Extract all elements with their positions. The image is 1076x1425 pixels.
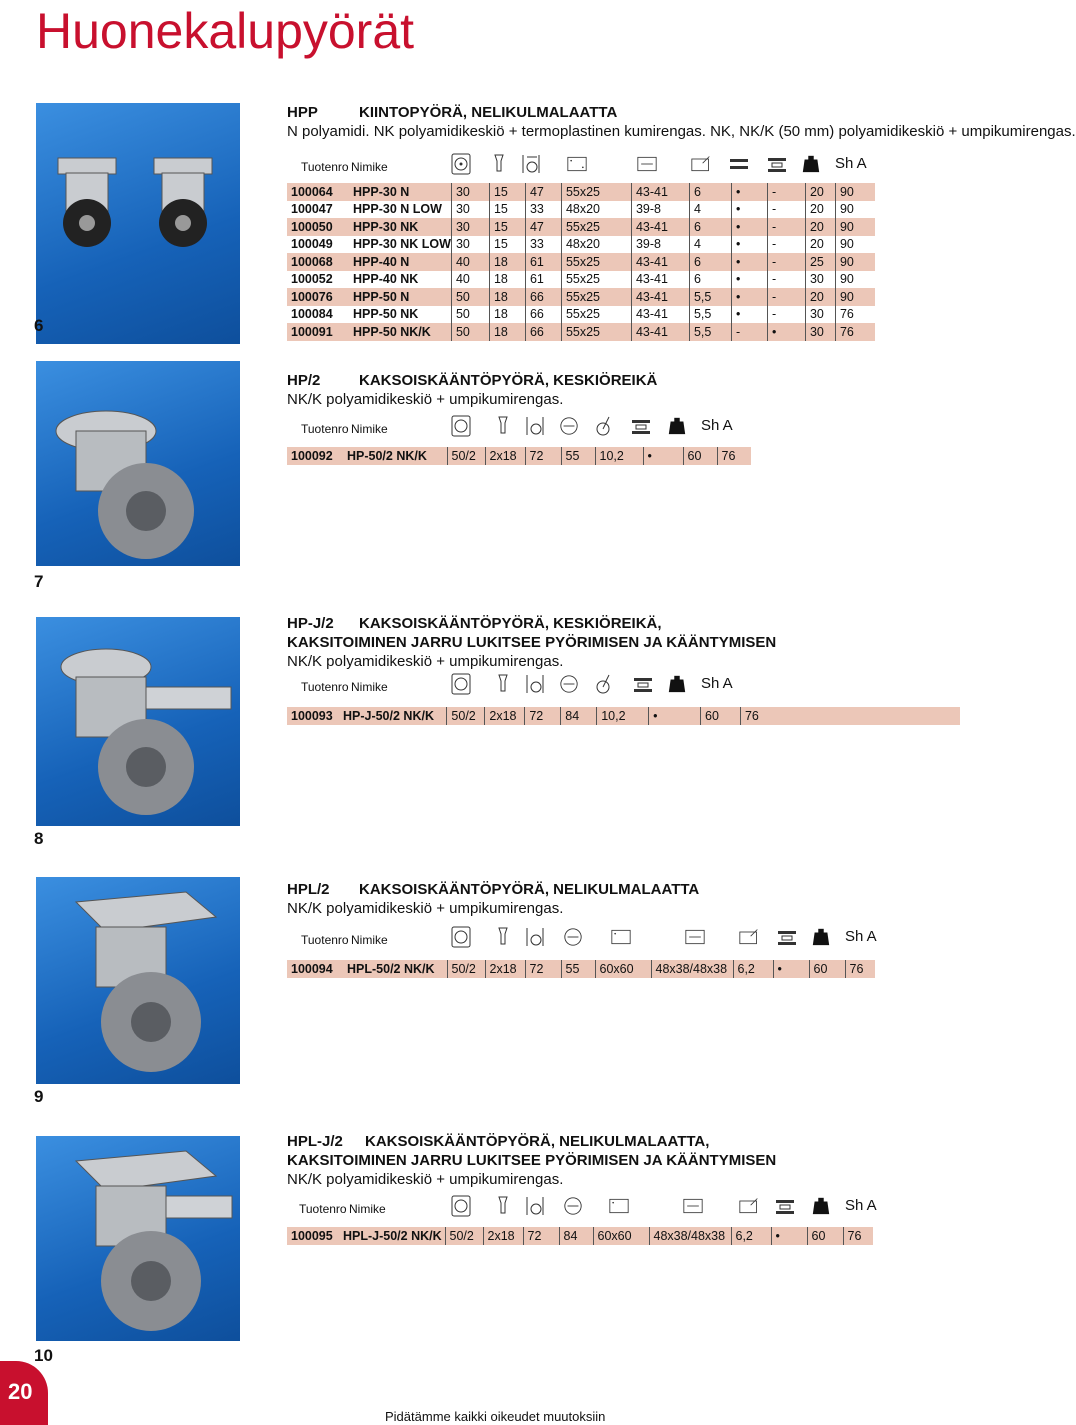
table-cell: 18 (489, 253, 525, 271)
table-cell: 30 (805, 323, 835, 341)
table-cell: 90 (835, 288, 875, 306)
table-cell: 43-41 (631, 271, 689, 289)
wheel-diameter-icon (451, 1195, 471, 1217)
table-cell: 30 (805, 271, 835, 289)
table-cell: 50/2 (447, 960, 485, 978)
load-capacity-icon (667, 415, 687, 437)
product-table (287, 183, 875, 341)
table-cell: • (731, 288, 767, 306)
offset-icon (563, 1195, 583, 1217)
table-cell: 25 (805, 253, 835, 271)
table-cell: 40 (451, 271, 489, 289)
section-description: N polyamidi. NK polyamidikeskiö + termoplastinen kumirengas. NK, NK/K (50 mm) polyamidikeskiö + umpikumirengas. (287, 123, 1076, 140)
product-name: HPP-30 N LOW (349, 201, 451, 219)
icon-header: Tuotenro Nimike Sh A (301, 928, 877, 947)
table-cell: 15 (489, 218, 525, 236)
table-cell: 60 (809, 960, 845, 978)
product-number: 100064 (287, 183, 349, 201)
table-cell: 43-41 (631, 306, 689, 324)
table-row (287, 447, 751, 465)
footer-note: Pidätämme kaikki oikeudet muutoksiin (385, 1409, 606, 1424)
table-cell: 90 (835, 236, 875, 254)
wheel-width-icon (489, 153, 509, 175)
product-number: 100047 (287, 201, 349, 219)
table-row (287, 1227, 873, 1245)
section-description: NK/K polyamidikeskiö + umpikumirengas. (287, 1171, 564, 1188)
product-section-hplj2 (287, 1132, 960, 1245)
table-row (287, 271, 875, 289)
section-number: 9 (34, 1087, 44, 1106)
table-cell: 43-41 (631, 218, 689, 236)
table-cell: 76 (740, 707, 960, 725)
section-heading: HPL/2 KAKSOISKÄÄNTÖPYÖRÄ, NELIKULMALAATTA (287, 881, 700, 898)
table-cell: 55x25 (561, 306, 631, 324)
table-cell: • (643, 447, 683, 465)
offset-icon (563, 926, 583, 948)
table-cell: 72 (525, 447, 561, 465)
section-number: 6 (34, 316, 44, 335)
table-cell: 6 (689, 253, 731, 271)
wheel-width-icon (493, 415, 513, 437)
table-cell: - (767, 218, 805, 236)
table-cell: 60x60 (593, 1227, 649, 1245)
product-number: 100084 (287, 306, 349, 324)
plate-size-icon (609, 1195, 629, 1217)
section-heading: HPP KIINTOPYÖRÄ, NELIKULMALAATTA (287, 104, 618, 121)
table-cell: 33 (525, 201, 561, 219)
load-capacity-icon (801, 153, 821, 175)
product-number: 100049 (287, 236, 349, 254)
product-name: HP-J-50/2 NK/K (339, 707, 447, 725)
wheel-diameter-icon (451, 673, 471, 695)
table-cell: • (649, 707, 701, 725)
table-cell: 18 (489, 306, 525, 324)
bearing-icon (633, 673, 653, 695)
load-capacity-icon (811, 1195, 831, 1217)
table-cell: • (731, 183, 767, 201)
table-cell: - (767, 271, 805, 289)
hole-spacing-icon (637, 153, 657, 175)
bearing-icon (631, 415, 651, 437)
product-name: HPL-50/2 NK/K (343, 960, 447, 978)
table-cell: 18 (489, 323, 525, 341)
table-cell: 90 (835, 271, 875, 289)
table-cell: 72 (525, 707, 561, 725)
table-cell: 66 (525, 288, 561, 306)
product-name: HPP-30 NK LOW (349, 236, 451, 254)
table-cell: 2x18 (485, 447, 525, 465)
wheel-width-icon (493, 926, 513, 948)
table-cell: 6,2 (733, 960, 773, 978)
table-cell: 48x20 (561, 201, 631, 219)
table-cell: 6,2 (731, 1227, 771, 1245)
table-cell: - (767, 183, 805, 201)
bearing-icon (777, 926, 797, 948)
table-cell: 39-8 (631, 201, 689, 219)
table-cell: 6 (689, 271, 731, 289)
table-row (287, 288, 875, 306)
icon-header: Tuotenro Nimike Sh A (299, 1197, 877, 1216)
table-cell: 50 (451, 323, 489, 341)
load-capacity-icon (811, 926, 831, 948)
product-number: 100095 (287, 1227, 339, 1245)
hole-diameter-icon (739, 926, 759, 948)
table-cell: 30 (805, 306, 835, 324)
hole-diameter-icon (691, 153, 711, 175)
table-cell: - (767, 253, 805, 271)
section-heading: HP-J/2 KAKSOISKÄÄNTÖPYÖRÄ, KESKIÖREIKÄ, (287, 615, 662, 632)
table-cell: - (767, 288, 805, 306)
total-height-icon (525, 415, 545, 437)
page-title: Huonekalupyörät (36, 3, 415, 59)
table-cell: 48x20 (561, 236, 631, 254)
table-cell: 90 (835, 218, 875, 236)
product-section-hp2 (287, 371, 960, 465)
offset-icon (559, 673, 579, 695)
table-cell: 43-41 (631, 253, 689, 271)
table-cell: • (731, 306, 767, 324)
product-number: 100091 (287, 323, 349, 341)
table-cell: 18 (489, 288, 525, 306)
product-section-hpl2 (287, 880, 960, 978)
table-row (287, 253, 875, 271)
table-cell: 50 (451, 306, 489, 324)
plate-size-icon (611, 926, 631, 948)
bearing-icon (729, 153, 749, 175)
section-description: NK/K polyamidikeskiö + umpikumirengas. (287, 391, 564, 408)
product-number: 100094 (287, 960, 343, 978)
section-number: 8 (34, 829, 44, 848)
hole-spacing-icon (685, 926, 705, 948)
table-cell: 55x25 (561, 288, 631, 306)
product-section-hpp (287, 103, 1076, 341)
table-cell: 20 (805, 183, 835, 201)
table-cell: - (767, 306, 805, 324)
product-name: HPP-50 NK/K (349, 323, 451, 341)
table-cell: • (731, 218, 767, 236)
table-cell: 48x38/48x38 (649, 1227, 731, 1245)
table-cell: 5,5 (689, 323, 731, 341)
table-cell: 55 (561, 447, 595, 465)
table-cell: 76 (845, 960, 875, 978)
table-cell: 6 (689, 183, 731, 201)
section-heading: HP/2 KAKSOISKÄÄNTÖPYÖRÄ, KESKIÖREIKÄ (287, 372, 658, 389)
table-cell: 4 (689, 236, 731, 254)
section-description: NK/K polyamidikeskiö + umpikumirengas. (287, 900, 564, 917)
total-height-icon (521, 153, 541, 175)
total-height-icon (525, 1195, 545, 1217)
table-cell: 76 (835, 306, 875, 324)
table-cell: 60x60 (595, 960, 651, 978)
offset-icon (559, 415, 579, 437)
table-cell: 40 (451, 253, 489, 271)
hole-spacing-icon (683, 1195, 703, 1217)
product-table (287, 447, 751, 465)
table-cell: 20 (805, 201, 835, 219)
load-capacity-icon (667, 673, 687, 695)
table-cell: 66 (525, 306, 561, 324)
table-cell: 61 (525, 271, 561, 289)
table-cell: • (771, 1227, 807, 1245)
hole-diameter-icon (739, 1195, 759, 1217)
section-heading-2: KAKSITOIMINEN JARRU LUKITSEE PYÖRIMISEN JA KÄÄNTYMISEN (287, 1152, 777, 1169)
product-name: HPP-50 NK (349, 306, 451, 324)
product-name: HPP-30 NK (349, 218, 451, 236)
table-cell: 66 (525, 323, 561, 341)
table-cell: • (767, 323, 805, 341)
table-cell: 84 (561, 707, 597, 725)
section-description: NK/K polyamidikeskiö + umpikumirengas. (287, 653, 564, 670)
product-photo (36, 617, 240, 826)
table-cell: 60 (701, 707, 741, 725)
table-cell: 50/2 (447, 707, 485, 725)
table-cell: 5,5 (689, 306, 731, 324)
table-row (287, 218, 875, 236)
table-cell: 84 (559, 1227, 593, 1245)
table-row (287, 201, 875, 219)
table-row (287, 707, 960, 725)
table-cell: 61 (525, 253, 561, 271)
section-number: 7 (34, 572, 44, 591)
product-number: 100076 (287, 288, 349, 306)
table-cell: • (731, 271, 767, 289)
product-name: HPL-J-50/2 NK/K (339, 1227, 445, 1245)
product-photo (36, 361, 240, 566)
table-cell: 90 (835, 183, 875, 201)
roller-bearing-icon (767, 153, 787, 175)
product-section-hpj2 (287, 614, 960, 725)
table-cell: 50/2 (445, 1227, 483, 1245)
product-table (287, 1227, 873, 1245)
wheel-diameter-icon (451, 926, 471, 948)
product-name: HP-50/2 NK/K (343, 447, 447, 465)
icon-header: Tuotenro Nimike Sh A (301, 675, 733, 694)
table-cell: 50/2 (447, 447, 485, 465)
table-cell: 55x25 (561, 183, 631, 201)
product-number: 100068 (287, 253, 349, 271)
table-cell: 55x25 (561, 253, 631, 271)
table-row (287, 960, 875, 978)
table-cell: 48x38/48x38 (651, 960, 733, 978)
table-cell: 47 (525, 218, 561, 236)
total-height-icon (525, 926, 545, 948)
wheel-width-icon (493, 1195, 513, 1217)
table-cell: 10,2 (597, 707, 649, 725)
swivel-radius-icon (593, 415, 613, 437)
table-cell: 43-41 (631, 288, 689, 306)
table-cell: 2x18 (485, 707, 525, 725)
total-height-icon (525, 673, 545, 695)
table-cell: 55x25 (561, 271, 631, 289)
table-cell: 30 (451, 201, 489, 219)
product-name: HPP-40 N (349, 253, 451, 271)
wheel-width-icon (493, 673, 513, 695)
table-cell: 30 (451, 236, 489, 254)
wheel-diameter-icon (451, 153, 471, 175)
table-cell: • (731, 236, 767, 254)
table-cell: 43-41 (631, 323, 689, 341)
table-row (287, 306, 875, 324)
table-cell: - (767, 236, 805, 254)
table-cell: 2x18 (483, 1227, 523, 1245)
bearing-icon (775, 1195, 795, 1217)
icon-header: Tuotenro Nimike Sh A (301, 155, 867, 174)
product-name: HPP-50 N (349, 288, 451, 306)
product-number: 100052 (287, 271, 349, 289)
table-cell: 72 (523, 1227, 559, 1245)
table-cell: 76 (717, 447, 751, 465)
table-cell: 15 (489, 236, 525, 254)
product-number: 100092 (287, 447, 343, 465)
table-cell: 55 (561, 960, 595, 978)
product-table (287, 960, 875, 978)
table-cell: 76 (835, 323, 875, 341)
product-table (287, 707, 960, 725)
table-cell: 20 (805, 236, 835, 254)
product-name: HPP-30 N (349, 183, 451, 201)
swivel-radius-icon (593, 673, 613, 695)
table-cell: - (731, 323, 767, 341)
table-cell: 15 (489, 201, 525, 219)
table-cell: 60 (807, 1227, 843, 1245)
table-cell: 10,2 (595, 447, 643, 465)
table-cell: • (773, 960, 809, 978)
table-cell: 5,5 (689, 288, 731, 306)
table-cell: 90 (835, 253, 875, 271)
table-cell: - (767, 201, 805, 219)
product-photo (36, 103, 240, 344)
section-heading: HPL-J/2 KAKSOISKÄÄNTÖPYÖRÄ, NELIKULMALAATTA, (287, 1133, 710, 1150)
table-cell: 4 (689, 201, 731, 219)
table-cell: 2x18 (485, 960, 525, 978)
page-number: 20 (0, 1361, 48, 1425)
table-cell: 30 (451, 183, 489, 201)
table-cell: 20 (805, 218, 835, 236)
product-photo (36, 877, 240, 1084)
product-name: HPP-40 NK (349, 271, 451, 289)
table-cell: 20 (805, 288, 835, 306)
table-cell: 76 (843, 1227, 873, 1245)
table-cell: 60 (683, 447, 717, 465)
table-cell: 55x25 (561, 218, 631, 236)
table-cell: 55x25 (561, 323, 631, 341)
icon-header: Tuotenro Nimike Sh A (301, 417, 733, 436)
table-cell: • (731, 201, 767, 219)
table-cell: • (731, 253, 767, 271)
table-cell: 47 (525, 183, 561, 201)
product-number: 100093 (287, 707, 339, 725)
table-cell: 72 (525, 960, 561, 978)
table-cell: 15 (489, 183, 525, 201)
table-cell: 30 (451, 218, 489, 236)
section-heading-2: KAKSITOIMINEN JARRU LUKITSEE PYÖRIMISEN JA KÄÄNTYMISEN (287, 634, 777, 651)
table-cell: 50 (451, 288, 489, 306)
plate-size-icon (567, 153, 587, 175)
table-row (287, 323, 875, 341)
table-cell: 90 (835, 201, 875, 219)
table-cell: 6 (689, 218, 731, 236)
product-photo (36, 1136, 240, 1341)
table-cell: 33 (525, 236, 561, 254)
table-row (287, 236, 875, 254)
product-number: 100050 (287, 218, 349, 236)
table-cell: 43-41 (631, 183, 689, 201)
table-cell: 18 (489, 271, 525, 289)
section-number: 10 (34, 1346, 53, 1365)
table-row (287, 183, 875, 201)
table-cell: 39-8 (631, 236, 689, 254)
wheel-diameter-icon (451, 415, 471, 437)
